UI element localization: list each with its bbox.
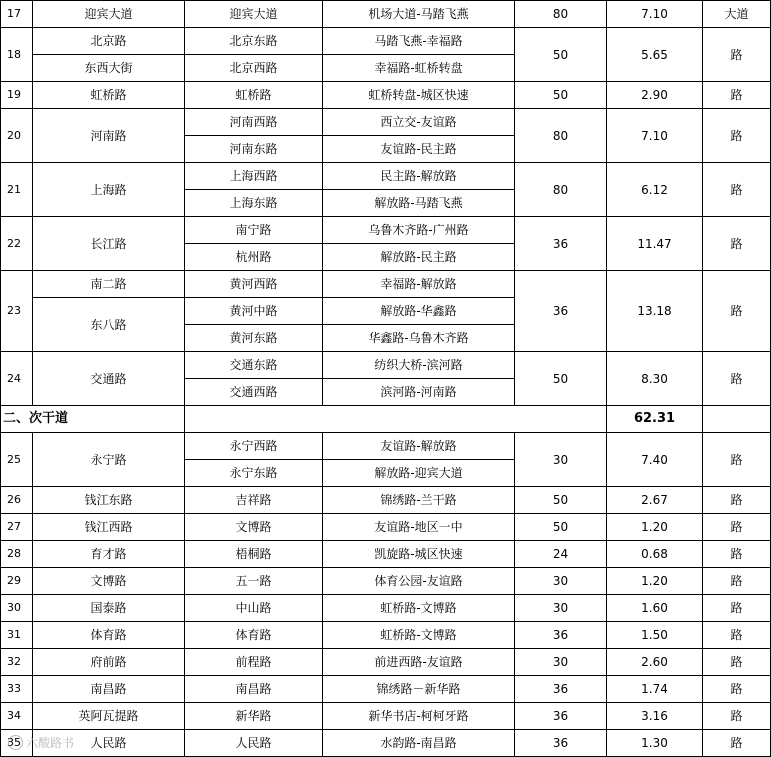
segment-name: 上海西路: [185, 163, 323, 190]
segment-range: 民主路-解放路: [323, 163, 515, 190]
segment-range: 解放路-迎宾大道: [323, 460, 515, 487]
road-length: 13.18: [607, 271, 703, 352]
road-grade: 路: [703, 487, 771, 514]
table-row: [1, 433, 771, 460]
segment-range: 虹桥路-文博路: [323, 595, 515, 622]
row-number: 35: [1, 730, 33, 757]
row-number: 21: [1, 163, 33, 217]
row-number: 29: [1, 568, 33, 595]
table-row: [1, 676, 771, 703]
road-name: 南二路: [33, 271, 185, 298]
road-width: 36: [515, 730, 607, 757]
road-width: 80: [515, 163, 607, 217]
road-name: 东八路: [33, 298, 185, 352]
road-width: 50: [515, 487, 607, 514]
road-grade: 路: [703, 433, 771, 487]
road-grade: 路: [703, 163, 771, 217]
road-length: 2.60: [607, 649, 703, 676]
road-grade: 路: [703, 271, 771, 352]
segment-name: 永宁西路: [185, 433, 323, 460]
road-width: 36: [515, 622, 607, 649]
road-width: 24: [515, 541, 607, 568]
segment-range: 凯旋路-城区快速: [323, 541, 515, 568]
row-number: 24: [1, 352, 33, 406]
road-name: 虹桥路: [33, 82, 185, 109]
segment-name: 永宁东路: [185, 460, 323, 487]
road-width: 30: [515, 568, 607, 595]
table-row: [1, 217, 771, 244]
table-row: [1, 82, 771, 109]
row-number: 34: [1, 703, 33, 730]
road-length: 0.68: [607, 541, 703, 568]
table-row: [1, 703, 771, 730]
section-total-length: 62.31: [607, 406, 703, 433]
road-width: 50: [515, 82, 607, 109]
table-row: [1, 352, 771, 379]
segment-name: 交通东路: [185, 352, 323, 379]
road-length: 8.30: [607, 352, 703, 406]
watermark: 六酸路书: [8, 734, 74, 751]
segment-name: 黄河西路: [185, 271, 323, 298]
road-width: 50: [515, 28, 607, 82]
row-number: 26: [1, 487, 33, 514]
row-number: 19: [1, 82, 33, 109]
segment-range: 解放路-华鑫路: [323, 298, 515, 325]
row-number: 28: [1, 541, 33, 568]
road-width: 50: [515, 514, 607, 541]
segment-name: 北京东路: [185, 28, 323, 55]
segment-range: 机场大道-马踏飞燕: [323, 1, 515, 28]
road-name: 育才路: [33, 541, 185, 568]
segment-range: 锦绣路－新华路: [323, 676, 515, 703]
road-name: 永宁路: [33, 433, 185, 487]
segment-name: 交通西路: [185, 379, 323, 406]
segment-name: 北京西路: [185, 55, 323, 82]
table-row: [1, 514, 771, 541]
table-row: [1, 649, 771, 676]
segment-range: 虹桥转盘-城区快速: [323, 82, 515, 109]
row-number: 18: [1, 28, 33, 82]
row-number: 27: [1, 514, 33, 541]
table-row: [1, 271, 771, 298]
segment-name: 杭州路: [185, 244, 323, 271]
road-length: 2.67: [607, 487, 703, 514]
segment-range: 马踏飞燕-幸福路: [323, 28, 515, 55]
segment-range: 水韵路-南昌路: [323, 730, 515, 757]
segment-name: 新华路: [185, 703, 323, 730]
road-length: 2.90: [607, 82, 703, 109]
segment-name: 体育路: [185, 622, 323, 649]
segment-range: 幸福路-解放路: [323, 271, 515, 298]
segment-name: 黄河中路: [185, 298, 323, 325]
road-name: 迎宾大道: [33, 1, 185, 28]
segment-range: 乌鲁木齐路-广州路: [323, 217, 515, 244]
segment-range: 滨河路-河南路: [323, 379, 515, 406]
segment-range: 西立交-友谊路: [323, 109, 515, 136]
road-grade: 路: [703, 568, 771, 595]
road-name: 南昌路: [33, 676, 185, 703]
segment-name: 虹桥路: [185, 82, 323, 109]
road-length: 7.10: [607, 1, 703, 28]
road-length: 1.50: [607, 622, 703, 649]
road-width: 80: [515, 109, 607, 163]
road-name: 钱江西路: [33, 514, 185, 541]
section-title: 二、次干道: [1, 406, 185, 433]
road-name: 河南路: [33, 109, 185, 163]
section-row: [1, 406, 771, 433]
table-body: [1, 1, 771, 757]
road-grade: 路: [703, 730, 771, 757]
road-width: 36: [515, 676, 607, 703]
table-row: [1, 595, 771, 622]
segment-name: 五一路: [185, 568, 323, 595]
row-number: 17: [1, 1, 33, 28]
segment-name: 中山路: [185, 595, 323, 622]
road-grade: 路: [703, 514, 771, 541]
road-width: 30: [515, 433, 607, 487]
row-number: 30: [1, 595, 33, 622]
segment-range: 虹桥路-文博路: [323, 622, 515, 649]
table-row: [1, 163, 771, 190]
road-grade: 路: [703, 109, 771, 163]
row-number: 23: [1, 271, 33, 352]
road-length: 1.20: [607, 568, 703, 595]
road-grade: 路: [703, 352, 771, 406]
table-row: [1, 28, 771, 55]
segment-name: 黄河东路: [185, 325, 323, 352]
empty-cell: [185, 406, 607, 433]
road-name: 国泰路: [33, 595, 185, 622]
segment-name: 吉祥路: [185, 487, 323, 514]
road-width: 50: [515, 352, 607, 406]
road-width: 30: [515, 649, 607, 676]
table-row: [1, 622, 771, 649]
table-row: [1, 568, 771, 595]
road-length: 6.12: [607, 163, 703, 217]
road-name: 体育路: [33, 622, 185, 649]
table-row: [1, 109, 771, 136]
road-length: 7.40: [607, 433, 703, 487]
segment-name: 人民路: [185, 730, 323, 757]
road-width: 36: [515, 217, 607, 271]
road-length: 1.60: [607, 595, 703, 622]
road-name: 人民路: [33, 730, 185, 757]
segment-name: 梧桐路: [185, 541, 323, 568]
road-grade: 路: [703, 82, 771, 109]
road-name: 钱江东路: [33, 487, 185, 514]
row-number: 31: [1, 622, 33, 649]
row-number: 20: [1, 109, 33, 163]
segment-range: 友谊路-解放路: [323, 433, 515, 460]
road-name: 长江路: [33, 217, 185, 271]
segment-range: 纺织大桥-滨河路: [323, 352, 515, 379]
road-name: 上海路: [33, 163, 185, 217]
segment-name: 上海东路: [185, 190, 323, 217]
road-name: 英阿瓦提路: [33, 703, 185, 730]
road-grade: 路: [703, 541, 771, 568]
segment-range: 前进西路-友谊路: [323, 649, 515, 676]
row-number: 33: [1, 676, 33, 703]
segment-name: 前程路: [185, 649, 323, 676]
road-grade: 路: [703, 649, 771, 676]
segment-range: 友谊路-民主路: [323, 136, 515, 163]
segment-name: 南昌路: [185, 676, 323, 703]
segment-range: 新华书店-柯柯牙路: [323, 703, 515, 730]
road-length: 1.20: [607, 514, 703, 541]
segment-name: 迎宾大道: [185, 1, 323, 28]
road-width: 30: [515, 595, 607, 622]
table-row: [1, 541, 771, 568]
road-grade: 大道: [703, 1, 771, 28]
row-number: 25: [1, 433, 33, 487]
segment-name: 南宁路: [185, 217, 323, 244]
road-name: 北京路: [33, 28, 185, 55]
segment-range: 锦绣路-兰干路: [323, 487, 515, 514]
segment-name: 河南东路: [185, 136, 323, 163]
segment-range: 华鑫路-乌鲁木齐路: [323, 325, 515, 352]
segment-range: 体育公园-友谊路: [323, 568, 515, 595]
road-grade: 路: [703, 703, 771, 730]
road-length: 11.47: [607, 217, 703, 271]
segment-range: 解放路-马踏飞燕: [323, 190, 515, 217]
table-row: [1, 487, 771, 514]
row-number: 22: [1, 217, 33, 271]
road-name: 交通路: [33, 352, 185, 406]
road-grade: 路: [703, 622, 771, 649]
road-name: 文博路: [33, 568, 185, 595]
segment-range: 幸福路-虹桥转盘: [323, 55, 515, 82]
road-length: 1.30: [607, 730, 703, 757]
table-row: [1, 1, 771, 28]
road-width: 80: [515, 1, 607, 28]
road-grade: 路: [703, 595, 771, 622]
road-width: 36: [515, 271, 607, 352]
segment-range: 解放路-民主路: [323, 244, 515, 271]
road-length: 1.74: [607, 676, 703, 703]
segment-range: 友谊路-地区一中: [323, 514, 515, 541]
empty-cell: [703, 406, 771, 433]
segment-name: 文博路: [185, 514, 323, 541]
road-length: 5.65: [607, 28, 703, 82]
row-number: 32: [1, 649, 33, 676]
watermark-logo-icon: [8, 735, 23, 750]
road-grade: 路: [703, 28, 771, 82]
road-grade: 路: [703, 676, 771, 703]
segment-name: 河南西路: [185, 109, 323, 136]
road-length: 3.16: [607, 703, 703, 730]
road-name: 东西大街: [33, 55, 185, 82]
road-grade: 路: [703, 217, 771, 271]
road-name: 府前路: [33, 649, 185, 676]
road-width: 36: [515, 703, 607, 730]
table-row: [1, 730, 771, 757]
road-length: 7.10: [607, 109, 703, 163]
